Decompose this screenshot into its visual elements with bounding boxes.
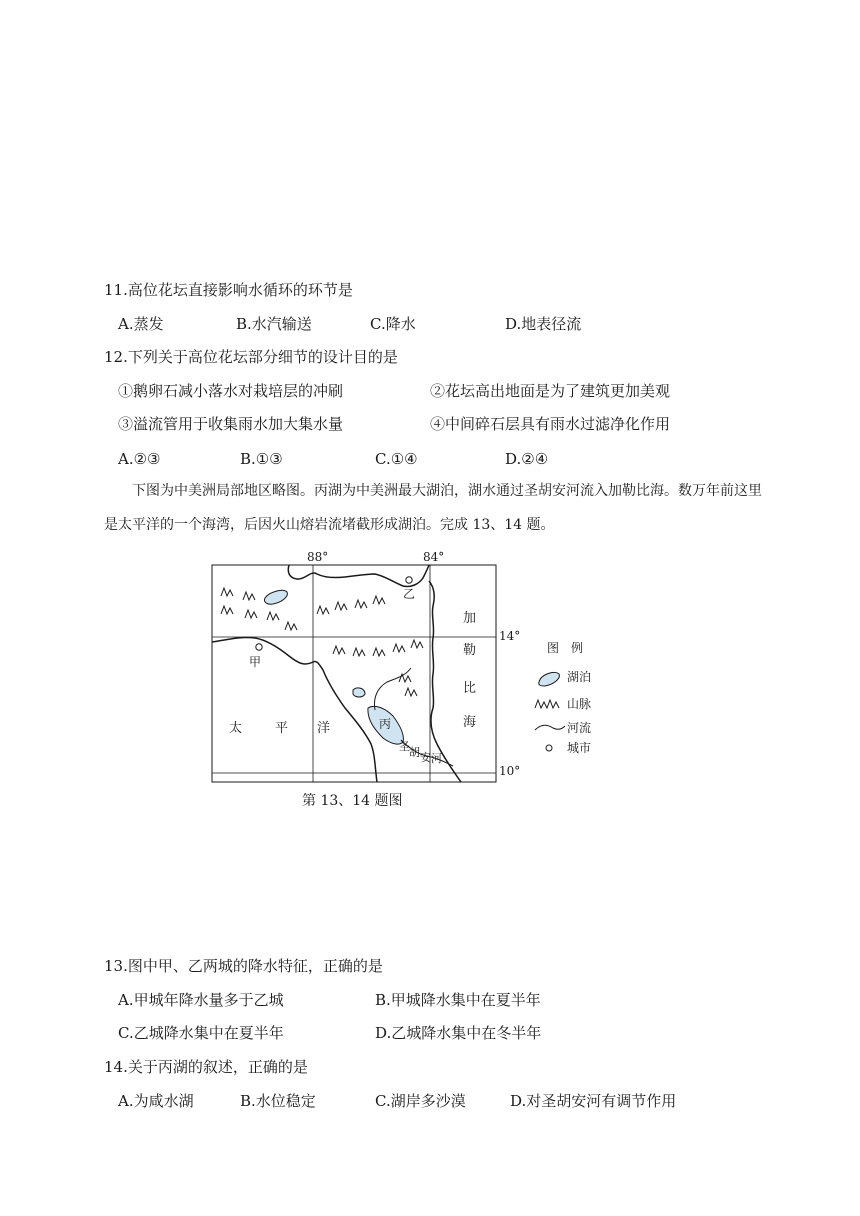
label-jia: 甲 (249, 655, 262, 669)
q13-stem: 13.图中甲、乙两城的降水特征，正确的是 (104, 957, 383, 975)
legend-city-icon (546, 745, 552, 751)
q12-option-b: B.①③ (240, 450, 283, 468)
lon-label-88: 88° (307, 550, 329, 564)
q12-statement-1: ①鹅卵石减小落水对栽培层的冲刷 (118, 382, 344, 400)
intro-paragraph: 下图为中美洲局部地区略图。丙湖为中美洲最大湖泊，湖水通过圣胡安河流入加勒比海。数万年前这里是太平洋的一个海湾，后因火山熔岩流堵截形成湖泊。完成 13、14 题。 (104, 483, 762, 533)
pacific-coastline (212, 637, 377, 782)
q12-stem: 12.下列关于高位花坛部分细节的设计目的是 (104, 348, 398, 366)
q14-option-d: D.对圣胡安河有调节作用 (510, 1092, 677, 1110)
sea-char-2: 勒 (463, 643, 477, 658)
legend-city-label: 城市 (567, 741, 592, 755)
q12-statement-3: ③溢流管用于收集雨水加大集水量 (118, 415, 344, 433)
legend-lake-icon (539, 672, 560, 686)
legend-lake-label: 湖泊 (567, 670, 592, 684)
sea-char-3: 比 (463, 681, 477, 696)
q14-stem: 14.关于丙湖的叙述，正确的是 (104, 1058, 308, 1076)
q14-option-a: A.为咸水湖 (118, 1092, 194, 1110)
q11-option-a: A.蒸发 (118, 315, 164, 333)
lat-label-14: 14° (499, 629, 521, 643)
river-char-3: 安 (420, 751, 431, 764)
ocean-char-2: 平 (275, 721, 289, 736)
label-bing: 丙 (379, 717, 392, 731)
q14-option-b: B.水位稳定 (240, 1092, 316, 1110)
lon-label-84: 84° (423, 550, 445, 564)
lat-label-10: 10° (499, 764, 521, 778)
q13-option-a: A.甲城年降水量多于乙城 (118, 991, 284, 1009)
q11-option-c: C.降水 (370, 315, 416, 333)
legend-river-label: 河流 (567, 721, 592, 735)
map-frame (212, 565, 496, 782)
q12-option-c: C.①④ (375, 450, 418, 468)
small-lake (264, 590, 287, 604)
q11-option-b: B.水汽输送 (236, 315, 312, 333)
lake-small-west (353, 688, 365, 697)
sea-char-1: 加 (463, 611, 477, 626)
legend-title: 图 例 (547, 641, 584, 655)
q12-statement-2: ②花坛高出地面是为了建筑更加美观 (430, 382, 671, 400)
river-inland (375, 668, 412, 710)
mountain-range-center (317, 596, 423, 696)
q14-option-c: C.湖岸多沙漠 (375, 1092, 466, 1110)
q11-stem: 11.高位花坛直接影响水循环的环节是 (104, 281, 353, 299)
q13-option-b: B.甲城降水集中在夏半年 (375, 991, 541, 1009)
river-char-2: 胡 (409, 746, 420, 759)
city-jia-marker (256, 644, 262, 650)
q12-statement-4: ④中间碎石层具有雨水过滤净化作用 (430, 415, 671, 433)
q11-option-d: D.地表径流 (505, 315, 582, 333)
q12-option-a: A.②③ (118, 450, 161, 468)
central-america-map (205, 548, 615, 810)
river-char-4: 河 (431, 752, 442, 765)
legend-mountain-label: 山脉 (567, 697, 592, 711)
map-caption: 第 13、14 题图 (302, 793, 403, 809)
map-legend (535, 640, 591, 755)
q13-option-c: C.乙城降水集中在夏半年 (118, 1024, 284, 1042)
label-yi: 乙 (403, 587, 416, 601)
ocean-char-1: 太 (229, 721, 243, 736)
sea-char-4: 海 (463, 715, 477, 730)
ocean-char-3: 洋 (317, 721, 331, 736)
legend-mountain-icon (535, 700, 559, 708)
legend-river-icon (535, 725, 565, 730)
q12-option-d: D.②④ (505, 450, 549, 468)
q13-option-d: D.乙城降水集中在冬半年 (375, 1024, 542, 1042)
river-char-1: 圣 (399, 740, 410, 753)
city-yi-marker (406, 577, 412, 583)
